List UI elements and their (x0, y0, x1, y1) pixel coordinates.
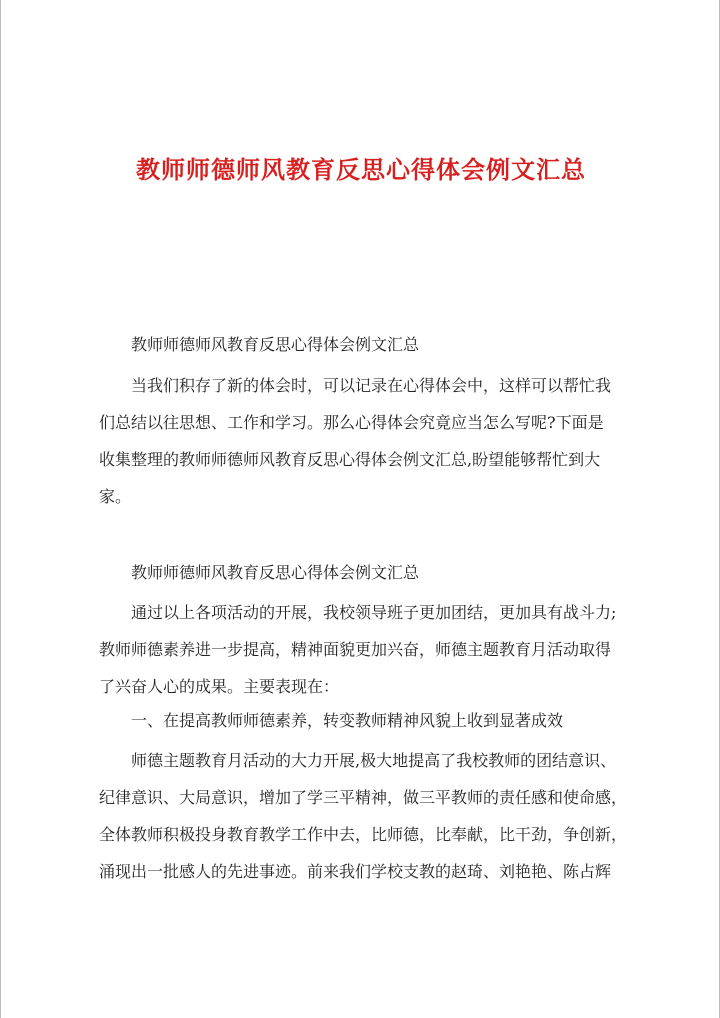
section1-paragraph (99, 367, 639, 515)
section2-p2-line-1: 师德主题教育月活动的大力开展,极大地提高了我校教师的团结意识、 (131, 751, 617, 770)
section2-paragraph-2 (99, 742, 639, 890)
section1-line-2: 们总结以往思想、工作和学习。那么心得体会究竟应当怎么写呢?下面是 (99, 413, 604, 432)
section2-paragraph-1 (99, 594, 639, 705)
section1-line-4: 家。 (99, 487, 132, 506)
section2-point-1: 一、在提高教师师德素养，转变教师精神风貌上收到显著成效 (131, 711, 564, 730)
section2-heading: 教师师德师风教育反思心得体会例文汇总 (131, 563, 420, 582)
section2-p1-line-3: 了兴奋人心的成果。主要表现在： (99, 677, 340, 696)
section2-p2-line-4: 涌现出一批感人的先进事迹。前来我们学校支教的赵琦、刘艳艳、陈占辉 (99, 862, 612, 881)
section2-p2-line-3: 全体教师积极投身教育教学工作中去，比师德，比奉献，比干劲，争创新， (99, 825, 628, 844)
section1-heading: 教师师德师风教育反思心得体会例文汇总 (131, 335, 420, 354)
section2-p1-line-2: 教师师德素养进一步提高，精神面貌更加兴奋，师德主题教育月活动取得 (99, 640, 612, 659)
section1-line-3: 收集整理的教师师德师风教育反思心得体会例文汇总,盼望能够帮忙到大 (99, 450, 601, 469)
section1-line-1: 当我们积存了新的体会时，可以记录在心得体会中，这样可以帮忙我 (131, 376, 612, 395)
document-title: 教师师德师风教育反思心得体会例文汇总 (136, 155, 586, 184)
section2-p2-line-2: 纪律意识、大局意识，增加了学三平精神，做三平教师的责任感和使命感， (99, 788, 628, 807)
section2-p1-line-1: 通过以上各项活动的开展，我校领导班子更加团结，更加具有战斗力; (131, 603, 617, 622)
